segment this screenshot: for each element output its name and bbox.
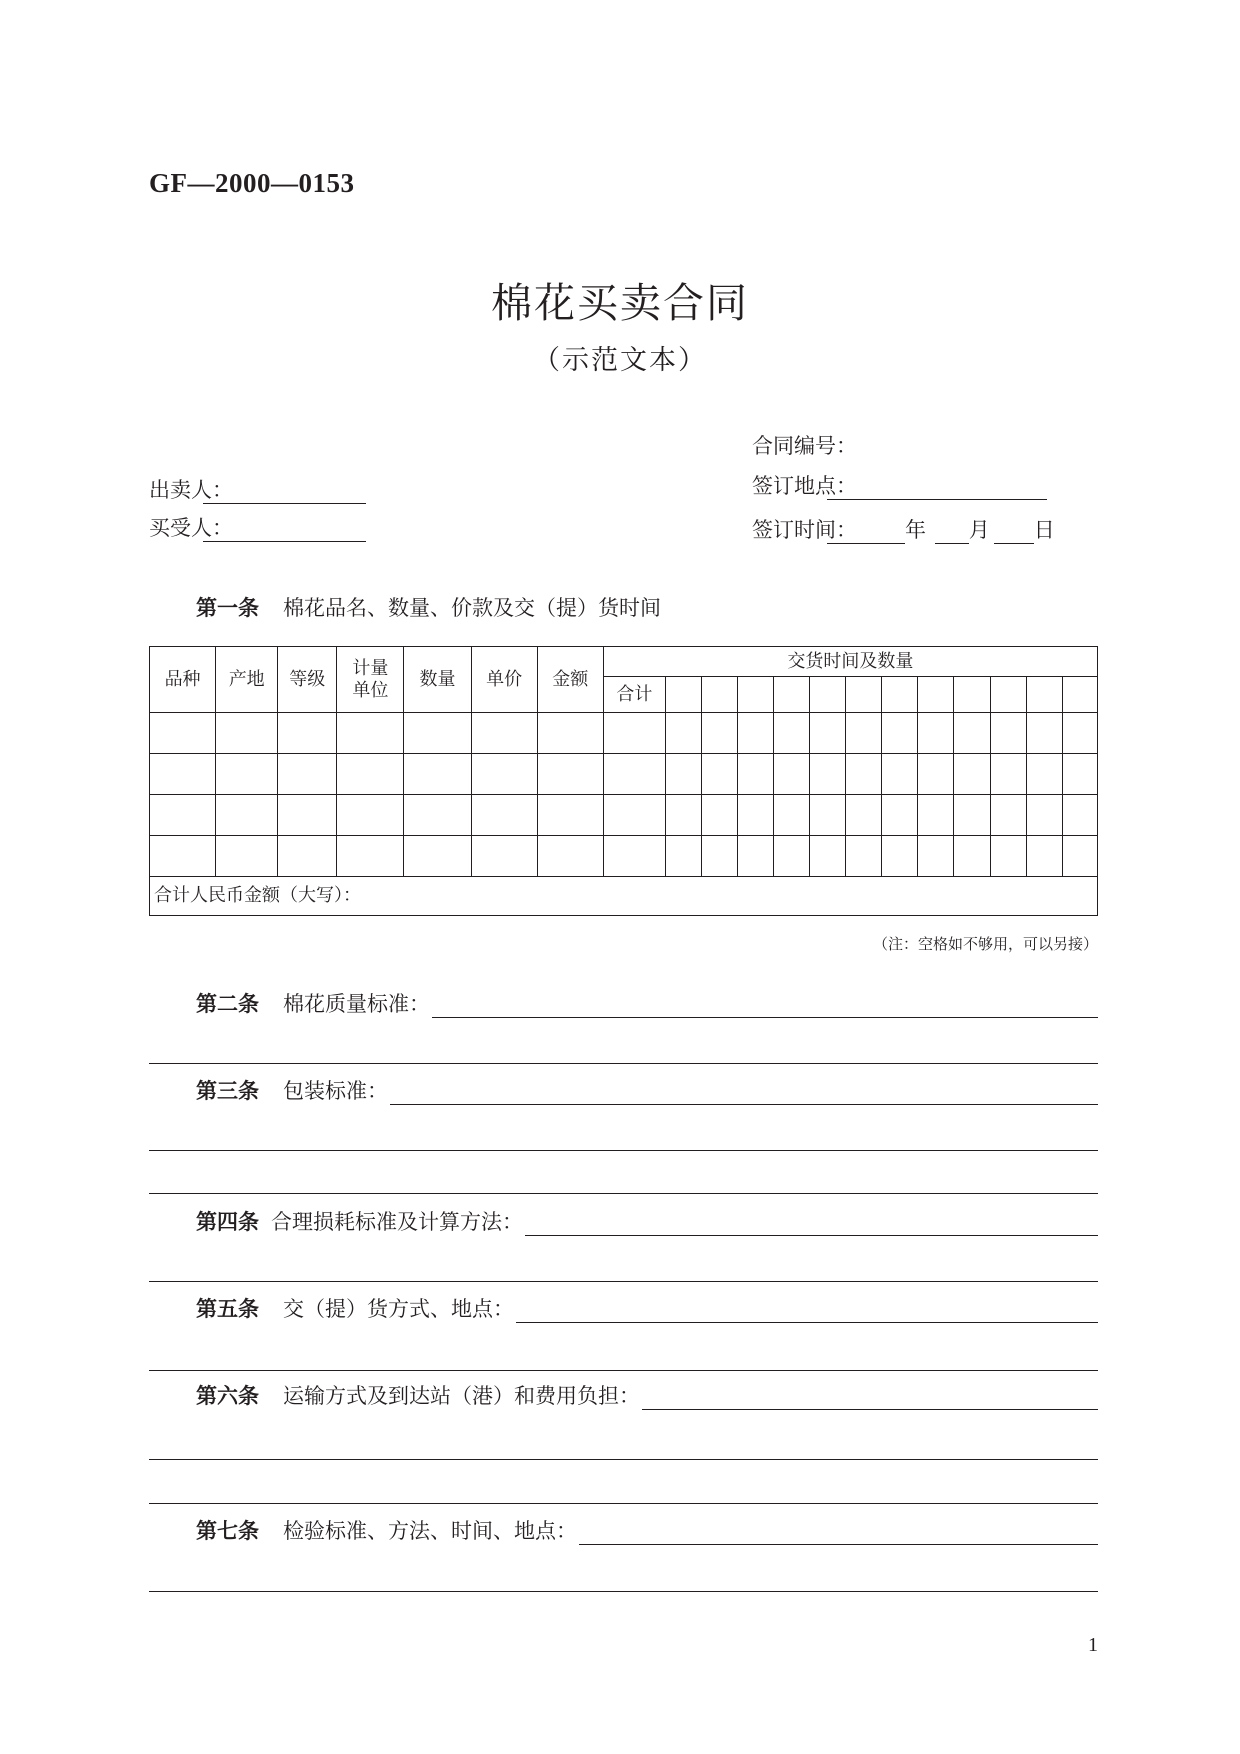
table-cell[interactable]	[846, 754, 882, 795]
table-cell[interactable]	[702, 836, 738, 877]
table-cell[interactable]	[810, 795, 846, 836]
table-cell[interactable]	[278, 754, 337, 795]
table-cell[interactable]	[954, 713, 990, 754]
article-4-line[interactable]	[149, 1281, 1098, 1282]
delivery-cell[interactable]	[954, 677, 990, 713]
table-row	[150, 836, 1098, 877]
delivery-cell[interactable]	[990, 677, 1026, 713]
sign-year-blank[interactable]	[827, 520, 905, 544]
table-cell[interactable]	[150, 754, 216, 795]
total-amount-label: 合计人民币金额（大写）：	[154, 885, 361, 906]
article-1-title: 棉花品名、数量、价款及交（提）货时间	[283, 596, 661, 620]
table-cell[interactable]	[1062, 795, 1097, 836]
table-cell[interactable]	[810, 836, 846, 877]
sign-place-blank[interactable]	[827, 476, 1047, 500]
table-cell[interactable]	[702, 795, 738, 836]
table-cell[interactable]	[846, 836, 882, 877]
table-cell[interactable]	[603, 795, 665, 836]
buyer-field[interactable]	[149, 512, 366, 542]
table-cell[interactable]	[537, 713, 603, 754]
article-5-title: 交（提）货方式、地点：	[283, 1297, 514, 1321]
article-6-title: 运输方式及到达站（港）和费用负担：	[283, 1384, 640, 1408]
seller-label: 出卖人：	[149, 478, 233, 502]
table-cell[interactable]	[471, 754, 537, 795]
table-cell[interactable]	[216, 754, 278, 795]
col-unit-line1: 计量	[352, 657, 389, 679]
table-cell[interactable]	[278, 836, 337, 877]
col-origin: 产地	[216, 647, 278, 713]
table-cell[interactable]	[665, 795, 701, 836]
table-cell[interactable]	[918, 795, 954, 836]
article-4-number: 第四条	[196, 1209, 259, 1234]
article-7-blank[interactable]	[579, 1522, 1098, 1545]
table-cell[interactable]	[738, 713, 774, 754]
article-3-line[interactable]	[149, 1193, 1098, 1194]
table-cell[interactable]	[882, 795, 918, 836]
table-note: （注：空格如不够用，可以另接）	[872, 935, 1098, 953]
article-3[interactable]	[196, 1075, 1098, 1105]
total-amount-cell[interactable]	[150, 877, 1098, 916]
col-unit-price: 单价	[471, 647, 537, 713]
year-label: 年	[905, 518, 926, 542]
seller-blank[interactable]	[203, 480, 366, 504]
buyer-blank[interactable]	[203, 518, 366, 542]
day-label: 日	[1033, 518, 1055, 542]
article-3-title: 包装标准：	[283, 1079, 388, 1103]
table-cell[interactable]	[846, 713, 882, 754]
table-cell[interactable]	[1026, 836, 1062, 877]
table-cell[interactable]	[738, 836, 774, 877]
article-5[interactable]	[196, 1293, 1098, 1323]
table-cell[interactable]	[216, 713, 278, 754]
table-cell[interactable]	[918, 836, 954, 877]
col-quantity: 数量	[404, 647, 471, 713]
table-cell[interactable]	[337, 795, 404, 836]
table-cell[interactable]	[603, 713, 665, 754]
article-7-title: 检验标准、方法、时间、地点：	[283, 1519, 577, 1543]
sign-time-field[interactable]	[752, 514, 1055, 544]
table-cell[interactable]	[278, 795, 337, 836]
table-cell[interactable]	[404, 795, 471, 836]
table-cell[interactable]	[471, 713, 537, 754]
table-cell[interactable]	[537, 795, 603, 836]
sign-month-blank[interactable]	[935, 520, 969, 544]
table-cell[interactable]	[278, 713, 337, 754]
sign-day-blank[interactable]	[994, 520, 1034, 544]
article-2-number: 第二条	[196, 991, 259, 1016]
col-delivery-time-qty: 交货时间及数量	[603, 647, 1097, 677]
article-1-number: 第一条	[196, 595, 259, 620]
table-cell[interactable]	[1062, 713, 1097, 754]
table-cell[interactable]	[603, 836, 665, 877]
table-cell[interactable]	[471, 836, 537, 877]
delivery-cell[interactable]	[665, 677, 701, 713]
table-cell[interactable]	[471, 795, 537, 836]
contract-no-label: 合同编号：	[752, 434, 857, 458]
table-row	[150, 795, 1098, 836]
article-4-blank[interactable]	[525, 1213, 1098, 1236]
buyer-label: 买受人：	[149, 516, 233, 540]
table-cell[interactable]	[918, 713, 954, 754]
article-7-line[interactable]	[149, 1591, 1098, 1592]
article-2[interactable]	[196, 988, 1098, 1018]
article-1-heading	[196, 592, 661, 622]
article-2-title: 棉花质量标准：	[283, 992, 430, 1016]
table-cell[interactable]	[665, 713, 701, 754]
table-cell[interactable]	[337, 836, 404, 877]
article-6-blank[interactable]	[642, 1387, 1098, 1410]
delivery-cell[interactable]	[918, 677, 954, 713]
article-2-blank[interactable]	[432, 995, 1098, 1018]
table-cell[interactable]	[702, 713, 738, 754]
table-cell[interactable]	[774, 713, 810, 754]
table-cell[interactable]	[882, 836, 918, 877]
document-title: 棉花买卖合同	[491, 279, 749, 327]
table-cell[interactable]	[954, 754, 990, 795]
delivery-cell[interactable]	[846, 677, 882, 713]
table-cell[interactable]	[1026, 713, 1062, 754]
document-subtitle: （示范文本）	[533, 345, 707, 376]
table-cell[interactable]	[603, 754, 665, 795]
col-amount: 金额	[537, 647, 603, 713]
table-row	[150, 754, 1098, 795]
article-3-number: 第三条	[196, 1078, 259, 1103]
sign-place-field[interactable]	[752, 470, 1047, 500]
table-cell[interactable]	[404, 713, 471, 754]
table-cell[interactable]	[216, 795, 278, 836]
table-cell[interactable]	[882, 754, 918, 795]
document-code: GF—2000—0153	[149, 168, 355, 198]
table-cell[interactable]	[990, 713, 1026, 754]
sign-place-label: 签订地点：	[752, 474, 857, 498]
table-cell[interactable]	[774, 836, 810, 877]
col-grade: 等级	[278, 647, 337, 713]
article-3-line[interactable]	[149, 1150, 1098, 1151]
table-cell[interactable]	[1026, 795, 1062, 836]
table-cell[interactable]	[337, 754, 404, 795]
table-cell[interactable]	[665, 754, 701, 795]
table-cell[interactable]	[810, 754, 846, 795]
table-cell[interactable]	[537, 836, 603, 877]
table-row	[150, 713, 1098, 754]
col-unit	[337, 647, 404, 713]
table-cell[interactable]	[404, 836, 471, 877]
article-6-number: 第六条	[196, 1383, 259, 1408]
seller-field[interactable]	[149, 474, 366, 504]
table-cell[interactable]	[150, 713, 216, 754]
table-cell[interactable]	[882, 713, 918, 754]
article-2-line[interactable]	[149, 1063, 1098, 1064]
table-cell[interactable]	[846, 795, 882, 836]
table-cell[interactable]	[150, 795, 216, 836]
goods-table	[149, 646, 1098, 916]
article-7[interactable]	[196, 1515, 1098, 1545]
sign-time-label: 签订时间：	[752, 518, 857, 542]
table-header-row	[150, 647, 1098, 677]
col-unit-line2: 单位	[352, 679, 389, 701]
article-5-line[interactable]	[149, 1370, 1098, 1371]
table-cell[interactable]	[990, 795, 1026, 836]
table-cell[interactable]	[1062, 754, 1097, 795]
delivery-cell[interactable]	[1062, 677, 1097, 713]
delivery-cell[interactable]	[738, 677, 774, 713]
table-cell[interactable]	[1062, 836, 1097, 877]
article-5-number: 第五条	[196, 1296, 259, 1321]
table-total-row	[150, 877, 1098, 916]
delivery-cell[interactable]	[1026, 677, 1062, 713]
table-cell[interactable]	[665, 836, 701, 877]
month-label: 月	[968, 518, 990, 542]
table-cell[interactable]	[810, 713, 846, 754]
table-cell[interactable]	[990, 754, 1026, 795]
col-variety: 品种	[150, 647, 216, 713]
article-7-number: 第七条	[196, 1518, 259, 1543]
article-3-blank[interactable]	[390, 1082, 1098, 1105]
table-cell[interactable]	[337, 713, 404, 754]
table-cell[interactable]	[702, 754, 738, 795]
table-cell[interactable]	[216, 836, 278, 877]
delivery-cell[interactable]	[810, 677, 846, 713]
table-cell[interactable]	[954, 795, 990, 836]
col-total: 合计	[603, 677, 665, 713]
table-cell[interactable]	[404, 754, 471, 795]
table-cell[interactable]	[537, 754, 603, 795]
delivery-cell[interactable]	[702, 677, 738, 713]
article-6-line[interactable]	[149, 1503, 1098, 1504]
page-number: 1	[1088, 1634, 1098, 1656]
table-cell[interactable]	[954, 836, 990, 877]
article-4-title: 合理损耗标准及计算方法：	[271, 1210, 523, 1234]
article-5-blank[interactable]	[516, 1300, 1098, 1323]
table-cell[interactable]	[774, 754, 810, 795]
table-cell[interactable]	[150, 836, 216, 877]
table-cell[interactable]	[918, 754, 954, 795]
table-cell[interactable]	[738, 795, 774, 836]
article-6[interactable]	[196, 1380, 1098, 1410]
table-cell[interactable]	[774, 795, 810, 836]
article-4[interactable]	[196, 1206, 1098, 1236]
table-cell[interactable]	[738, 754, 774, 795]
contract-no-field[interactable]	[752, 430, 857, 460]
delivery-cell[interactable]	[882, 677, 918, 713]
table-cell[interactable]	[990, 836, 1026, 877]
delivery-cell[interactable]	[774, 677, 810, 713]
article-6-line[interactable]	[149, 1459, 1098, 1460]
table-cell[interactable]	[1026, 754, 1062, 795]
